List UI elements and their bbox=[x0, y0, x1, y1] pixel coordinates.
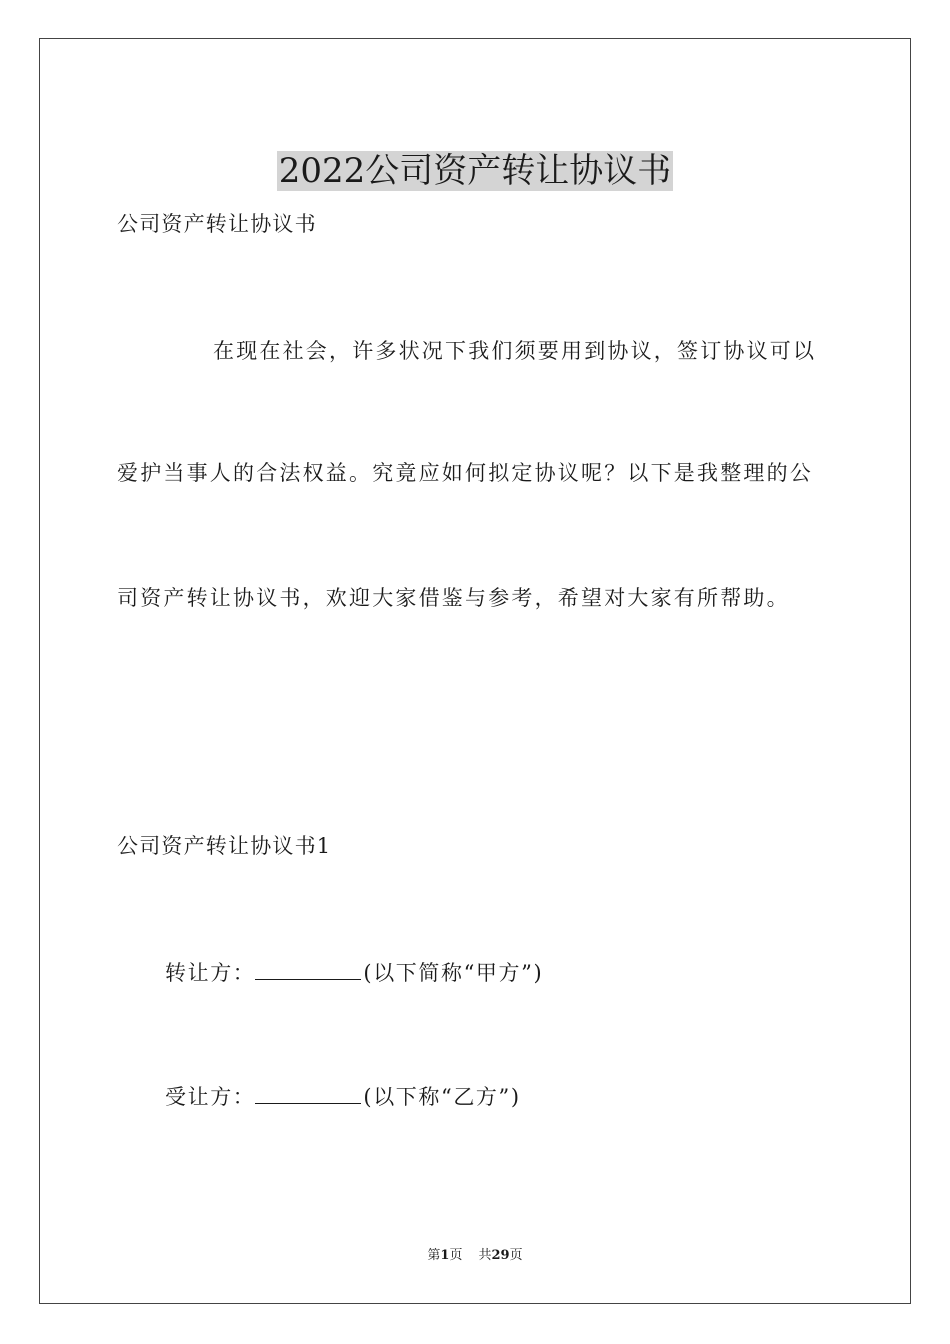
transferee-note: (以下称“乙方”) bbox=[363, 1085, 521, 1109]
intro-paragraph-line-3: 司资产转让协议书，欢迎大家借鉴与参考，希望对大家有所帮助。 bbox=[117, 586, 790, 610]
total-suffix: 页 bbox=[509, 1248, 523, 1263]
transferee-label: 受让方： bbox=[165, 1085, 256, 1109]
intro-paragraph-line-1: 在现在社会，许多状况下我们须要用到协议，签订协议可以 bbox=[213, 339, 817, 363]
total-pages: 29 bbox=[491, 1248, 510, 1263]
transferor-note: (以下简称“甲方”) bbox=[363, 961, 544, 985]
transferee-field bbox=[165, 1081, 521, 1112]
document-subtitle: 公司资产转让协议书 bbox=[117, 212, 317, 236]
transferee-blank-line bbox=[255, 1081, 361, 1104]
page-number: 1 bbox=[440, 1248, 450, 1263]
transferor-field bbox=[165, 957, 543, 988]
intro-paragraph-line-2: 爱护当事人的合法权益。究竟应如何拟定协议呢？以下是我整理的公 bbox=[117, 461, 813, 485]
page-suffix: 页 bbox=[449, 1248, 463, 1263]
page-prefix: 第 bbox=[427, 1248, 441, 1263]
transferor-label: 转让方： bbox=[165, 961, 256, 985]
page-footer bbox=[0, 1247, 950, 1265]
total-prefix: 共 bbox=[478, 1248, 492, 1263]
document-title-text: 2022公司资产转让协议书 bbox=[278, 150, 672, 191]
transferor-blank-line bbox=[255, 957, 361, 980]
document-title bbox=[0, 149, 950, 193]
section-heading: 公司资产转让协议书1 bbox=[117, 834, 332, 858]
